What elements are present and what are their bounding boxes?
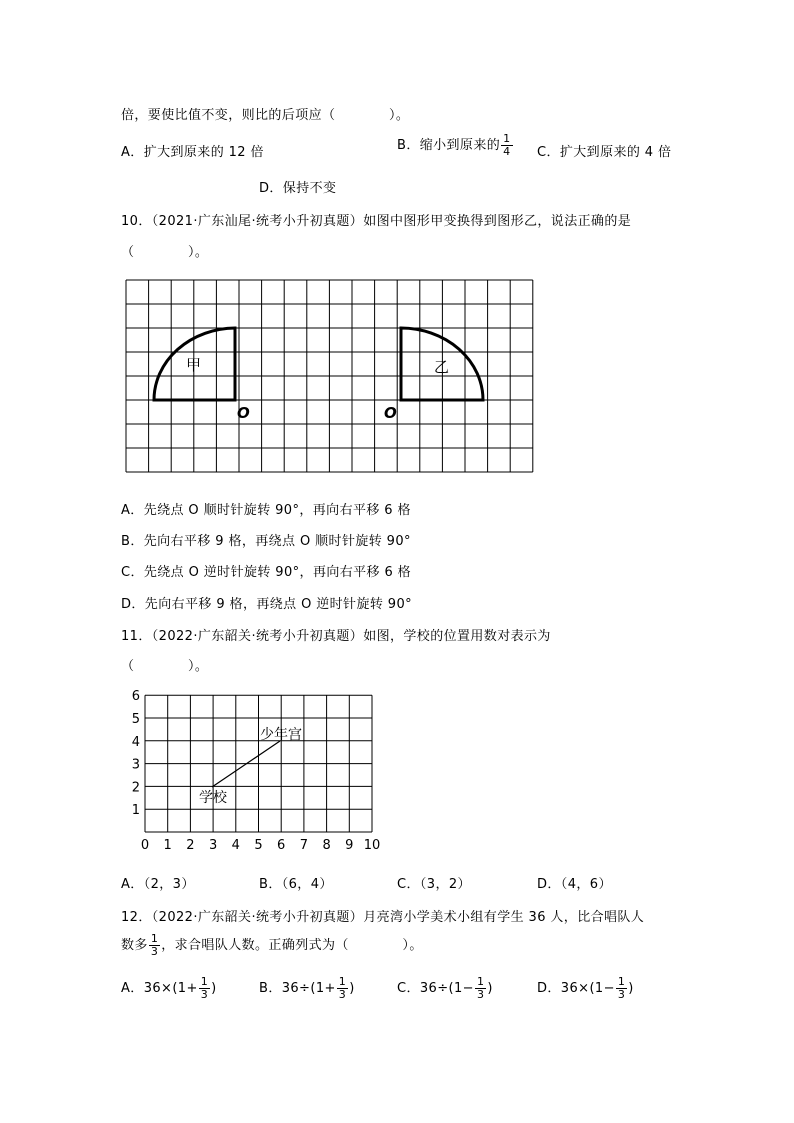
- q12-stem-post: ，求合唱队人数。正确列式为（ ）。: [161, 938, 423, 953]
- fraction-denominator: 4: [503, 145, 511, 158]
- q9-option-a[interactable]: A．扩大到原来的 12 倍: [121, 145, 264, 160]
- q11-coordinate-grid: [128, 686, 388, 852]
- x-tick-label: 0: [140, 838, 150, 852]
- fraction-numerator: 1: [338, 975, 347, 988]
- q11-option-b[interactable]: B．（6，4）: [259, 877, 333, 892]
- option-b-fraction: [337, 976, 348, 1001]
- x-tick-label: 7: [299, 838, 309, 852]
- fraction-denominator: 3: [617, 988, 626, 1001]
- fraction-denominator: 3: [200, 988, 209, 1001]
- q10-option-d[interactable]: D．先向右平移 9 格，再绕点 O 逆时针旋转 90°: [121, 597, 413, 612]
- fraction-denominator: 3: [150, 945, 159, 958]
- q9-stem-tail: 倍，要使比值不变，则比的后项应（ ）。: [121, 108, 410, 123]
- y-tick-label: 4: [131, 734, 140, 750]
- q9-option-b-fraction: [501, 133, 512, 158]
- y-tick-label: 2: [131, 780, 140, 796]
- q10-option-b[interactable]: B．先向右平移 9 格，再绕点 O 顺时针旋转 90°: [121, 534, 411, 549]
- y-tick-label: 3: [131, 757, 140, 773]
- q9-option-b-text: B．缩小到原来的: [397, 138, 501, 153]
- x-tick-label: 6: [277, 838, 286, 852]
- fraction-numerator: 1: [200, 975, 209, 988]
- option-c-close-paren: ): [487, 981, 493, 996]
- label-school: 学校: [199, 790, 227, 806]
- q10-option-c[interactable]: C．先绕点 O 逆时针旋转 90°，再向右平移 6 格: [121, 565, 412, 580]
- option-c-expression: C．36÷(1−: [397, 981, 474, 996]
- label-youth-palace: 少年宫: [260, 727, 302, 743]
- q9-option-c[interactable]: C．扩大到原来的 4 倍: [537, 145, 672, 160]
- q10-answer-blank[interactable]: （ ）。: [121, 245, 209, 260]
- fraction-denominator: 3: [338, 988, 347, 1001]
- q10-stem: 10．（2021·广东汕尾·统考小升初真题）如图中图形甲变换得到图形乙，说法正确的是: [121, 214, 632, 229]
- fraction-numerator: 1: [476, 975, 485, 988]
- q12-option-b[interactable]: [259, 976, 355, 1001]
- q11-option-a[interactable]: A．（2，3）: [121, 877, 195, 892]
- fraction-numerator: 1: [503, 132, 511, 145]
- q11-answer-blank[interactable]: （ ）。: [121, 659, 209, 674]
- x-tick-label: 3: [208, 838, 218, 852]
- option-c-fraction: [475, 976, 486, 1001]
- q10-grid-figure: [122, 277, 542, 479]
- option-d-expression: D．36×(1−: [537, 981, 615, 996]
- option-b-close-paren: ): [349, 981, 355, 996]
- fraction-numerator: 1: [150, 932, 159, 945]
- x-tick-label: 9: [345, 838, 354, 852]
- origin-o-left: O: [237, 404, 250, 422]
- q9-option-b[interactable]: [397, 133, 514, 158]
- y-tick-label: 6: [131, 689, 140, 705]
- origin-o-right: O: [384, 404, 397, 422]
- label-jia: 甲: [186, 356, 202, 374]
- option-b-expression: B．36÷(1+: [259, 981, 336, 996]
- q12-stem: 12．（2022·广东韶关·统考小升初真题）月亮湾小学美术小组有学生 36 人，比合唱队人: [121, 910, 645, 925]
- q12-stem-pre: 数多: [121, 938, 148, 953]
- y-tick-label: 1: [131, 803, 140, 819]
- q11-option-c[interactable]: C．（3，2）: [397, 877, 471, 892]
- x-tick-label: 10: [363, 838, 381, 852]
- option-d-close-paren: ): [628, 981, 634, 996]
- option-a-expression: A．36×(1+: [121, 981, 198, 996]
- option-a-close-paren: ): [211, 981, 217, 996]
- option-d-fraction: [616, 976, 627, 1001]
- fraction-denominator: 3: [476, 988, 485, 1001]
- x-tick-label: 1: [163, 838, 172, 852]
- q11-stem: 11．（2022·广东韶关·统考小升初真题）如图，学校的位置用数对表示为: [121, 629, 551, 644]
- x-tick-label: 8: [322, 838, 331, 852]
- q10-option-a[interactable]: A．先绕点 O 顺时针旋转 90°，再向右平移 6 格: [121, 503, 411, 518]
- q9-option-d[interactable]: D．保持不变: [259, 181, 337, 196]
- x-tick-label: 5: [254, 838, 263, 852]
- q12-option-c[interactable]: [397, 976, 493, 1001]
- q11-option-d[interactable]: D．（4，6）: [537, 877, 612, 892]
- x-tick-label: 4: [231, 838, 240, 852]
- q12-stem-fraction: [149, 933, 160, 958]
- q12-option-a[interactable]: [121, 976, 217, 1001]
- y-tick-label: 5: [131, 712, 140, 727]
- option-a-fraction: [199, 976, 210, 1001]
- fraction-numerator: 1: [617, 975, 626, 988]
- q12-stem-line2: [121, 933, 423, 958]
- label-yi: 乙: [434, 358, 450, 376]
- x-tick-label: 2: [186, 838, 195, 852]
- q12-option-d[interactable]: [537, 976, 634, 1001]
